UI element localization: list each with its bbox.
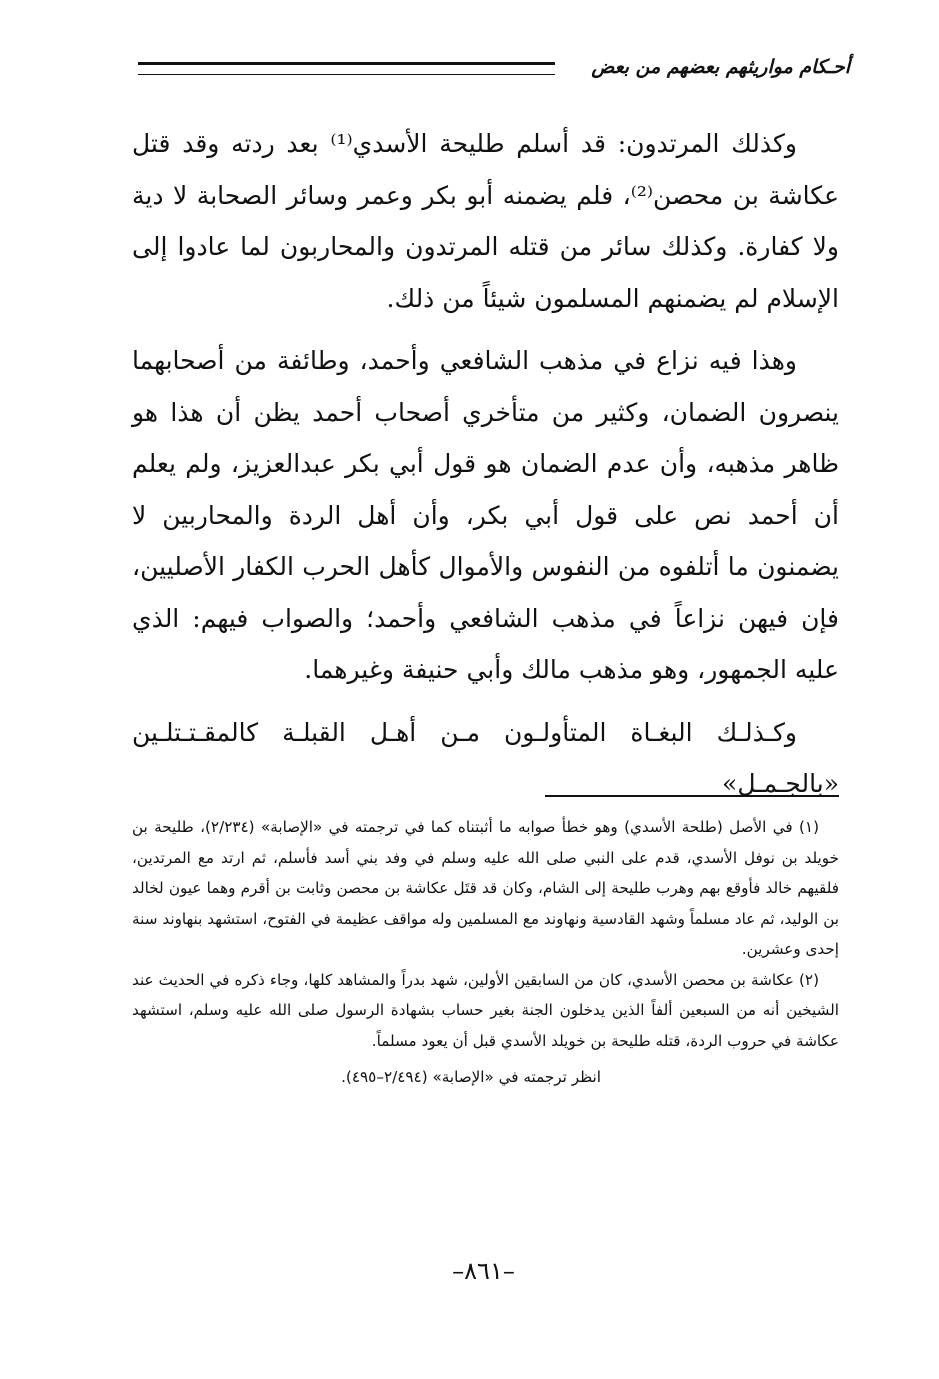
- main-text: [132, 118, 839, 821]
- running-header-title: أحـكام مواريثهم بعضهم من بعض: [591, 56, 850, 78]
- footnote-1: (١) في الأصل (طلحة الأسدي) وهو خطأ صوابه ما أثبتناه كما في ترجمته في «الإصابة» (٢/٢٣٤)، طليحة بن خويلد بن نوفل الأسدي، قدم على النبي صلى الله عليه وسلم في وفد بني أسد فأسلم، ثم ارتد مع المرتدين، فلقيهم خالد فأوقع بهم وهرب طليحة إلى الشام، وكان قد قتَل عكاشة بن محصن وثابت بن أقرم وهما عيون لخالد بن الوليد، ثم عاد مسلماً وشهد القادسية ونهاوند مع المسلمين وله مواقف عظيمة في الفتوح، استشهد بنهاوند سنة إحدى وعشرين.: [132, 818, 839, 958]
- footnote-2: (٢) عكاشة بن محصن الأسدي، كان من السابقين الأولين، شهد بدراً والمشاهد كلها، وجاء ذكره في الحديث عند الشيخين أنه من السبعين ألفاً الذين يدخلون الجنة بغير حساب بشهادة الرسول صلى الله عليه وسلم، استشهد عكاشة في حروب الردة، قتله طليحة بن خويلد الأسدي قبل أن يعود مسلماً.: [132, 970, 839, 1050]
- footnote-separator: [545, 795, 839, 797]
- header-double-rule: [138, 62, 555, 75]
- footnotes: [132, 812, 839, 1093]
- body-paragraph-1: وكذلك المرتدون: قد أسلم طليحة الأسدي⁽¹⁾ بعد ردته وقد قتل عكاشة بن محصن⁽²⁾، فلم يضمنه أبو بكر وعمر وسائر الصحابة لا دية ولا كفارة. وكذلك سائر من قتله المرتدون والمحاربون لما عادوا إلى الإسلام لم يضمنهم المسلمون شيئاً من ذلك.: [132, 129, 839, 313]
- running-header: [138, 52, 850, 82]
- page-number: –٨٦١–: [452, 1257, 515, 1285]
- body-paragraph-2: وهذا فيه نزاع في مذهب الشافعي وأحمد، وطائفة من أصحابهما ينصرون الضمان، وكثير من متأخري أصحاب أحمد يظن أن هذا هو ظاهر مذهبه، وأن عدم الضمان هو قول أبي بكر عبدالعزيز، ولم يعلم أن أحمد نص على قول أبي بكر، وأن أهل الردة والمحاربين لا يضمنون ما أتلفوه من النفوس والأموال كأهل الحرب الكفار الأصليين، فإن فيهن نزاعاً في مذهب الشافعي وأحمد؛ والصواب فيهم: الذي عليه الجمهور، وهو مذهب مالك وأبي حنيفة وغيرهما.: [132, 346, 839, 684]
- body-paragraph-3: وكـذلـك البغـاة المتأولـون مـن أهـل القبلـة كالمقـتـتلـين «بالجـمـل»: [132, 717, 839, 798]
- footnote-reference: انظر ترجمته في «الإصابة» (٢/٤٩٤–٤٩٥).: [341, 1068, 601, 1086]
